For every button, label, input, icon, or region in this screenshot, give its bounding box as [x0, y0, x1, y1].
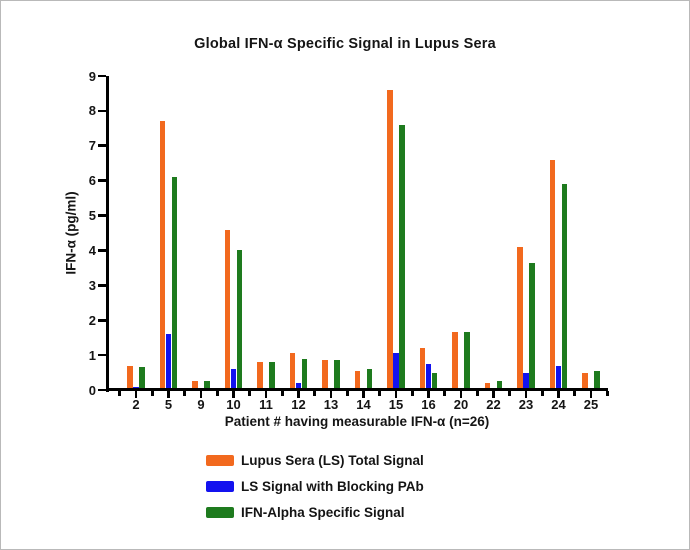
x-tick-minor	[541, 391, 544, 396]
bar-ifn-alpha-specific-signal	[334, 360, 340, 390]
bar-lupus-sera-ls-total-signal	[257, 362, 263, 390]
x-tick-label: 16	[421, 397, 436, 412]
x-tick-minor	[183, 391, 186, 396]
legend-swatch	[206, 481, 234, 492]
bar-lupus-sera-ls-total-signal	[387, 90, 393, 390]
bar-ifn-alpha-specific-signal	[302, 359, 308, 390]
x-tick-minor	[313, 391, 316, 396]
bar-lupus-sera-ls-total-signal	[160, 121, 166, 390]
x-tick-label: 14	[356, 397, 371, 412]
y-tick-label: 2	[88, 312, 96, 328]
y-tick-label: 9	[88, 68, 96, 84]
x-tick-label: 10	[226, 397, 241, 412]
x-tick-minor	[476, 391, 479, 396]
bar-ls-signal-with-blocking-pab	[393, 353, 399, 390]
x-tick-minor	[118, 391, 121, 396]
y-tick-label: 5	[88, 208, 96, 224]
bar-ifn-alpha-specific-signal	[172, 177, 178, 390]
y-tick-label: 0	[88, 382, 96, 398]
y-tick	[98, 319, 106, 322]
x-tick-label: 13	[323, 397, 339, 412]
legend-label: Lupus Sera (LS) Total Signal	[241, 452, 424, 468]
x-tick-label: 12	[291, 397, 306, 412]
bar-ifn-alpha-specific-signal	[139, 367, 145, 390]
y-axis-line	[106, 76, 109, 392]
bar-ifn-alpha-specific-signal	[399, 125, 405, 390]
x-tick-minor	[151, 391, 154, 396]
bar-ifn-alpha-specific-signal	[464, 332, 470, 390]
legend-swatch	[206, 455, 234, 466]
legend-row	[206, 447, 424, 473]
x-tick-label: 23	[518, 397, 534, 412]
legend-swatch	[206, 507, 234, 518]
x-tick-label: 22	[486, 397, 501, 412]
bar-lupus-sera-ls-total-signal	[322, 360, 328, 390]
y-tick-label: 1	[88, 347, 96, 363]
y-tick	[98, 179, 106, 182]
y-tick-label: 3	[88, 277, 96, 293]
legend	[206, 447, 424, 525]
plot-area	[88, 68, 608, 412]
y-tick	[98, 214, 106, 217]
x-axis-line	[106, 388, 608, 391]
y-axis-title: IFN-α (pg/ml)	[63, 191, 79, 275]
x-tick-minor	[411, 391, 414, 396]
bar-lupus-sera-ls-total-signal	[420, 348, 426, 390]
bar-lupus-sera-ls-total-signal	[127, 366, 133, 390]
y-tick-label: 4	[88, 242, 96, 258]
x-tick-label: 2	[132, 397, 140, 412]
x-axis-title: Patient # having measurable IFN-α (n=26)	[224, 414, 490, 429]
x-tick-minor	[346, 391, 349, 396]
bar-lupus-sera-ls-total-signal	[225, 230, 231, 390]
y-tick-label: 8	[88, 103, 96, 119]
bar-ls-signal-with-blocking-pab	[231, 369, 237, 390]
x-tick-minor	[573, 391, 576, 396]
y-tick	[98, 75, 106, 78]
y-tick-label: 7	[88, 138, 96, 154]
x-tick-label: 5	[164, 397, 173, 412]
bar-ifn-alpha-specific-signal	[562, 184, 568, 390]
bar-ifn-alpha-specific-signal	[269, 362, 275, 390]
y-tick	[98, 249, 106, 252]
bar-lupus-sera-ls-total-signal	[290, 353, 296, 390]
x-tick-minor	[443, 391, 446, 396]
bar-lupus-sera-ls-total-signal	[452, 332, 458, 390]
x-tick-minor	[216, 391, 219, 396]
y-tick-label: 6	[88, 173, 96, 189]
x-tick-minor	[281, 391, 284, 396]
bar-ls-signal-with-blocking-pab	[166, 334, 172, 390]
y-tick	[98, 284, 106, 287]
bar-ifn-alpha-specific-signal	[529, 263, 535, 390]
bar-lupus-sera-ls-total-signal	[550, 160, 556, 390]
y-tick	[98, 110, 106, 113]
y-tick	[98, 354, 106, 357]
x-tick-minor	[606, 391, 609, 396]
legend-label: IFN-Alpha Specific Signal	[241, 504, 405, 520]
x-tick-label: 9	[197, 397, 205, 412]
chart-title: Global IFN-α Specific Signal in Lupus Sera	[194, 36, 496, 52]
legend-row	[206, 499, 424, 525]
bar-ls-signal-with-blocking-pab	[426, 364, 432, 390]
bar-ls-signal-with-blocking-pab	[556, 366, 562, 390]
x-tick-label: 24	[551, 397, 566, 412]
x-tick-minor	[508, 391, 511, 396]
x-tick-label: 11	[259, 397, 273, 412]
y-tick	[98, 389, 106, 392]
bar-ifn-alpha-specific-signal	[237, 250, 243, 390]
x-tick-minor	[378, 391, 381, 396]
y-tick	[98, 144, 106, 147]
bar-ifn-alpha-specific-signal	[367, 369, 373, 390]
x-tick-label: 20	[453, 397, 469, 412]
legend-row	[206, 473, 424, 499]
bar-lupus-sera-ls-total-signal	[517, 247, 523, 390]
x-tick-label: 15	[388, 397, 404, 412]
legend-label: LS Signal with Blocking PAb	[241, 478, 424, 494]
x-tick-minor	[248, 391, 251, 396]
x-tick-label: 25	[583, 397, 599, 412]
